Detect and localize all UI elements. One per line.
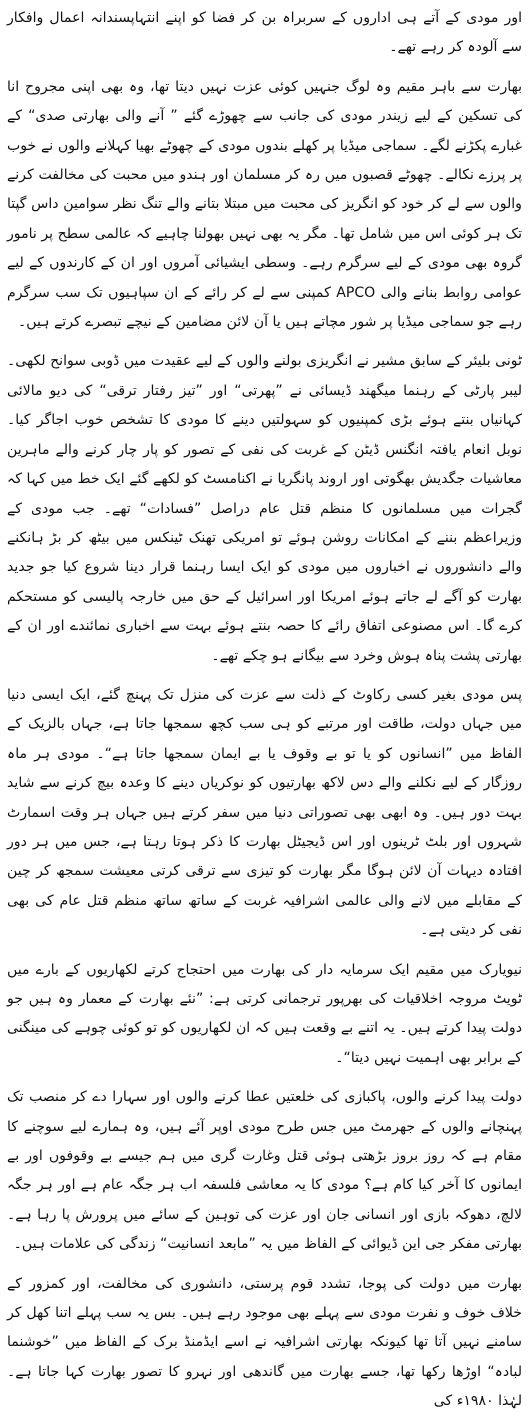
article-paragraph-2: بھارت سے باہر مقیم وہ لوگ جنہیں کوئی عزت نہیں دیتا تھا، وہ بھی اپنی مجروح انا کی تسکین کے لیے زیندر مودی کی جانب سے چھوڑے گئے ” آنے والی بھارتی صدی“ کے غبارے پکڑنے لگے۔ سماجی میڈیا پر کھلے بندوں مودی کے چھوٹے بھیا کہلانے والوں نے خوب پر پرزے نکالے۔ چھوٹے قصبوں میں رہ کر مسلمان اور ہندو میں محبت کی مخالفت کرنے والوں سے لے کر خود کو انگریز کی محبت میں مبتلا بتانے والے تنگ نظر سوامین داس گپتا تک ہر کوئی اس میں شامل تھا۔ مگر یہ بھی نہیں بھولنا چاہیے کہ عالمی سطح پر نامور گروہ بھی مودی کے لیے سرگرم رہے۔ وسطی ایشیائی آمروں اور ان کے کارندوں کے لیے عوامی روابط بنانے والی APCO کمپنی سے لے کر رائے کے ان سپاہیوں تک سب سرگرم رہے جو سماجی میڈیا پر شور مچاتے ہیں یا آن لائن مضامین کے نیچے تبصرے کرتے ہیں۔ — [7, 78, 522, 331]
article-paragraph-4: پس مودی بغیر کسی رکاوٹ کے ذلت سے عزت کی منزل تک پہنچ گئے، ایک ایسی دنیا میں جہاں دولت، طاقت اور مرتبے کو ہی سب کچھ سمجھا جاتا ہے، جہاں بالزیک کے الفاظ میں ”انسانوں کو یا تو بے وقوف یا بے ایمان سمجھا جاتا ہے“۔ مودی ہر ماہ روزگار کے لیے نکلنے والے دس لاکھ بھارتیوں کو نوکریاں دینے کا وعدہ بیچ کرنے سے شاید بہت دور ہیں۔ وہ ابھی بھی تصوراتی دنیا میں سفر کرتے ہیں جہاں ہر وقت اسمارٹ شہروں اور بلٹ ٹرینوں اور اس ڈیجیٹل بھارت کا ذکر ہوتا رہتا ہے، جس میں ہر دور افتادہ دیہات آن لائن ہوگا مگر بھارت کو تیزی سے ترقی کرتی معیشت سمجھ کر چین کے مقابلے میں لانے والی عالمی اشرافیہ غربت کے ساتھ ساتھ منظم قتل عام کی بھی نفی کر دیتی ہے۔ — [7, 686, 522, 939]
article-paragraph-5: نیویارک میں مقیم ایک سرمایہ دار کی بھارت میں احتجاج کرتے لکھاریوں کے بارے میں ٹویٹ مروجہ اخلاقیات کی بھرپور ترجمانی کرتی ہے: ”نئے بھارت کے معمار وہ ہیں جو دولت پیدا کرتے ہیں۔ یہ اتنے بے وقعت ہیں کہ ان لکھاریوں کو تو کوئی چوہے کی مینگنی کے برابر بھی اہمیت نہیں دیتا“۔ — [7, 961, 522, 1066]
article-paragraph-7: بھارت میں دولت کی پوجا، تشدد قوم پرستی، دانشوری کی مخالفت، اور کمزور کے خلاف خوف و نفرت مودی سے پہلے بھی موجود رہے ہیں۔ بس یہ سب پہلے اتنا کھل کر سامنے نہیں آتا تھا کیونکہ بھارتی اشرافیہ نے اسے ایڈمنڈ برک کے الفاظ میں ”خوشنما لبادہ“ اوڑھا رکھا تھا، جسے بھارت میں گاندھی اور نہرو کا تصور بھارت کہا جاتا ہے۔ لہٰذا ۱۹۸۰ء کی — [7, 1275, 522, 1410]
article-paragraph-3: ٹونی بلیئر کے سابق مشیر نے انگریزی بولنے والوں کے لیے عقیدت میں ڈوبی سوانح لکھی۔ لیبر پارٹی کے رہنما میگھند ڈیسائی نے ”پھرتی“ اور ”تیز رفتار ترقی“ کی دیو مالائی کہانیاں بنتے ہوئے بڑی کمپنیوں کو سہولتیں دینے کا مودی کا تشخص خوب اجاگر کیا۔ نوبل انعام یافتہ انگنس ڈیٹن کے غربت کی نفی کے تصور کو پار چار کرنے والے ماہرین معاشیات جگدیش بھگوتی اور اروند پانگریا نے اکنامسٹ کو لکھے گئے ایک خط میں کہا کہ گجرات میں مسلمانوں کا منظم قتل عام دراصل ”فسادات“ تھے۔ جب مودی کے وزیراعظم بننے کے امکانات روشن ہوئے تو امریکی تھنک ٹینکس میں بیٹھ کر بڑ ہانکنے والے دانشوروں نے اخباروں میں مودی کو ایک ایسا رہنما قرار دینا شروع کیا جو جدید بھارت کو آگے لے جاتے ہوئے امریکا اور اسرائیل کے حق میں خارجہ پالیسی کو مستحکم کرے گا۔ اس مصنوعی اتفاق رائے کا حصہ بنتے ہوئے بہت سے اخباری نمائندے اور ان کے بھارتی پشت پناہ ہوش وخرد سے بیگانے ہو چکے تھے۔ — [7, 353, 522, 664]
article-paragraph-6: دولت پیدا کرنے والوں، پاکبازی کی خلعتیں عطا کرنے والوں اور سہارا دے کر منصب تک پہنچانے والوں کے جھرمٹ میں جس طرح مودی اوپر آئے ہیں، وہ ہمارے لیے سوچنے کا مقام ہے کہ روز بروز بڑھتی ہوئی قتل وغارت گری میں ہم جیسے بے وقوفوں اور بے ایمانوں کا آخر کیا کام ہے؟ مودی کا یہ معاشی فلسفہ اب ہر جگہ عام ہے اور ہر جگہ لالچ، دھوکہ بازی اور انسانی جان اور عزت کی توہین کے سائے میں پرورش پا رہا ہے۔ بھارتی مفکر جی این ڈیوائی کے الفاظ میں یہ ”مابعد انسانیت“ زندگی کی علامات ہیں۔ — [7, 1089, 522, 1253]
article-paragraph-1: اور مودی کے آتے ہی اداروں کے سربراہ بن کر فضا کو اپنے انتہاپسندانہ اعمال وافکار سے آلودہ کر رہے تھے۔ — [7, 10, 522, 56]
